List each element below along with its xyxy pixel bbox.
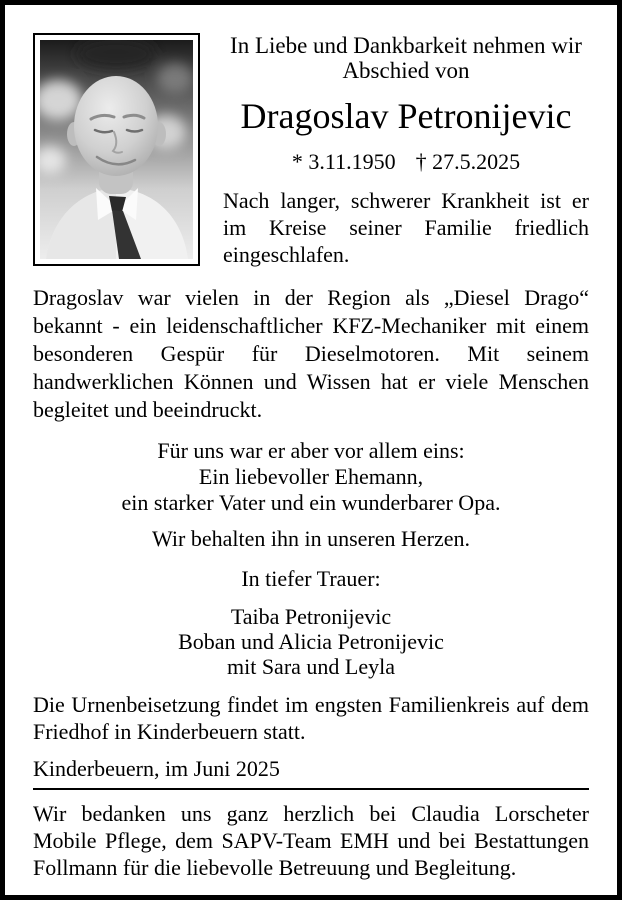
divider-rule bbox=[33, 788, 589, 790]
birth-date: * 3.11.1950 bbox=[291, 149, 396, 174]
burial-info: Die Urnenbeisetzung findet im engsten Familienkreis auf dem Friedhof in Kinderbeuern statt. bbox=[33, 692, 589, 744]
mourner-line: Boban und Alicia Petronijevic bbox=[178, 629, 444, 654]
deceased-name: Dragoslav Petronijevic bbox=[240, 96, 572, 136]
notice-header bbox=[33, 31, 589, 268]
death-date: † 27.5.2025 bbox=[415, 149, 521, 174]
life-dates bbox=[223, 148, 589, 175]
intro-line-2: Abschied von bbox=[342, 58, 470, 83]
thanks-paragraph: Wir bedanken uns ganz herzlich bei Claudia Lorscheter Mobile Pflege, dem SAPV-Team EMH und bei Bestattungen Follmann für die liebevolle Betreuung und Begleitung. bbox=[33, 801, 589, 880]
tribute-block bbox=[33, 438, 589, 516]
bio-paragraph: Dragoslav war vielen in der Region als „Diesel Drago“ bekannt - ein leidenschaftlicher KFZ-Mechaniker mit einem besonderen Gespür für Dieselmotoren. Mit seinem handwerklichen Können und Wissen hat er viele Menschen begleitet und beeindruckt. bbox=[33, 285, 589, 422]
mourner-line: Taiba Petronijevic bbox=[230, 604, 392, 629]
mourners-block bbox=[33, 604, 589, 679]
remembrance-line: Wir behalten ihn in unseren Herzen. bbox=[152, 526, 470, 551]
mourning-header-block bbox=[33, 566, 589, 592]
tribute-line: Für uns war er aber vor allem eins: bbox=[157, 438, 465, 463]
place-and-date: Kinderbeuern, im Juni 2025 bbox=[33, 756, 280, 781]
header-text-column bbox=[223, 31, 589, 268]
intro-line-1: In Liebe und Dankbarkeit nehmen wir bbox=[230, 33, 582, 58]
intro-text bbox=[223, 33, 589, 83]
mourning-header-line: In tiefer Trauer: bbox=[241, 566, 381, 591]
tribute-line: Ein liebevoller Ehemann, bbox=[198, 464, 424, 489]
portrait-photo-icon bbox=[40, 40, 193, 259]
tribute-line: ein starker Vater und ein wunderbarer Opa. bbox=[121, 490, 501, 515]
photo-frame bbox=[33, 33, 200, 266]
mourner-line: mit Sara und Leyla bbox=[226, 654, 395, 679]
death-paragraph: Nach langer, schwerer Krankheit ist er im Kreise seiner Familie friedlich eingeschlafen. bbox=[223, 188, 589, 267]
remembrance-block bbox=[33, 526, 589, 552]
